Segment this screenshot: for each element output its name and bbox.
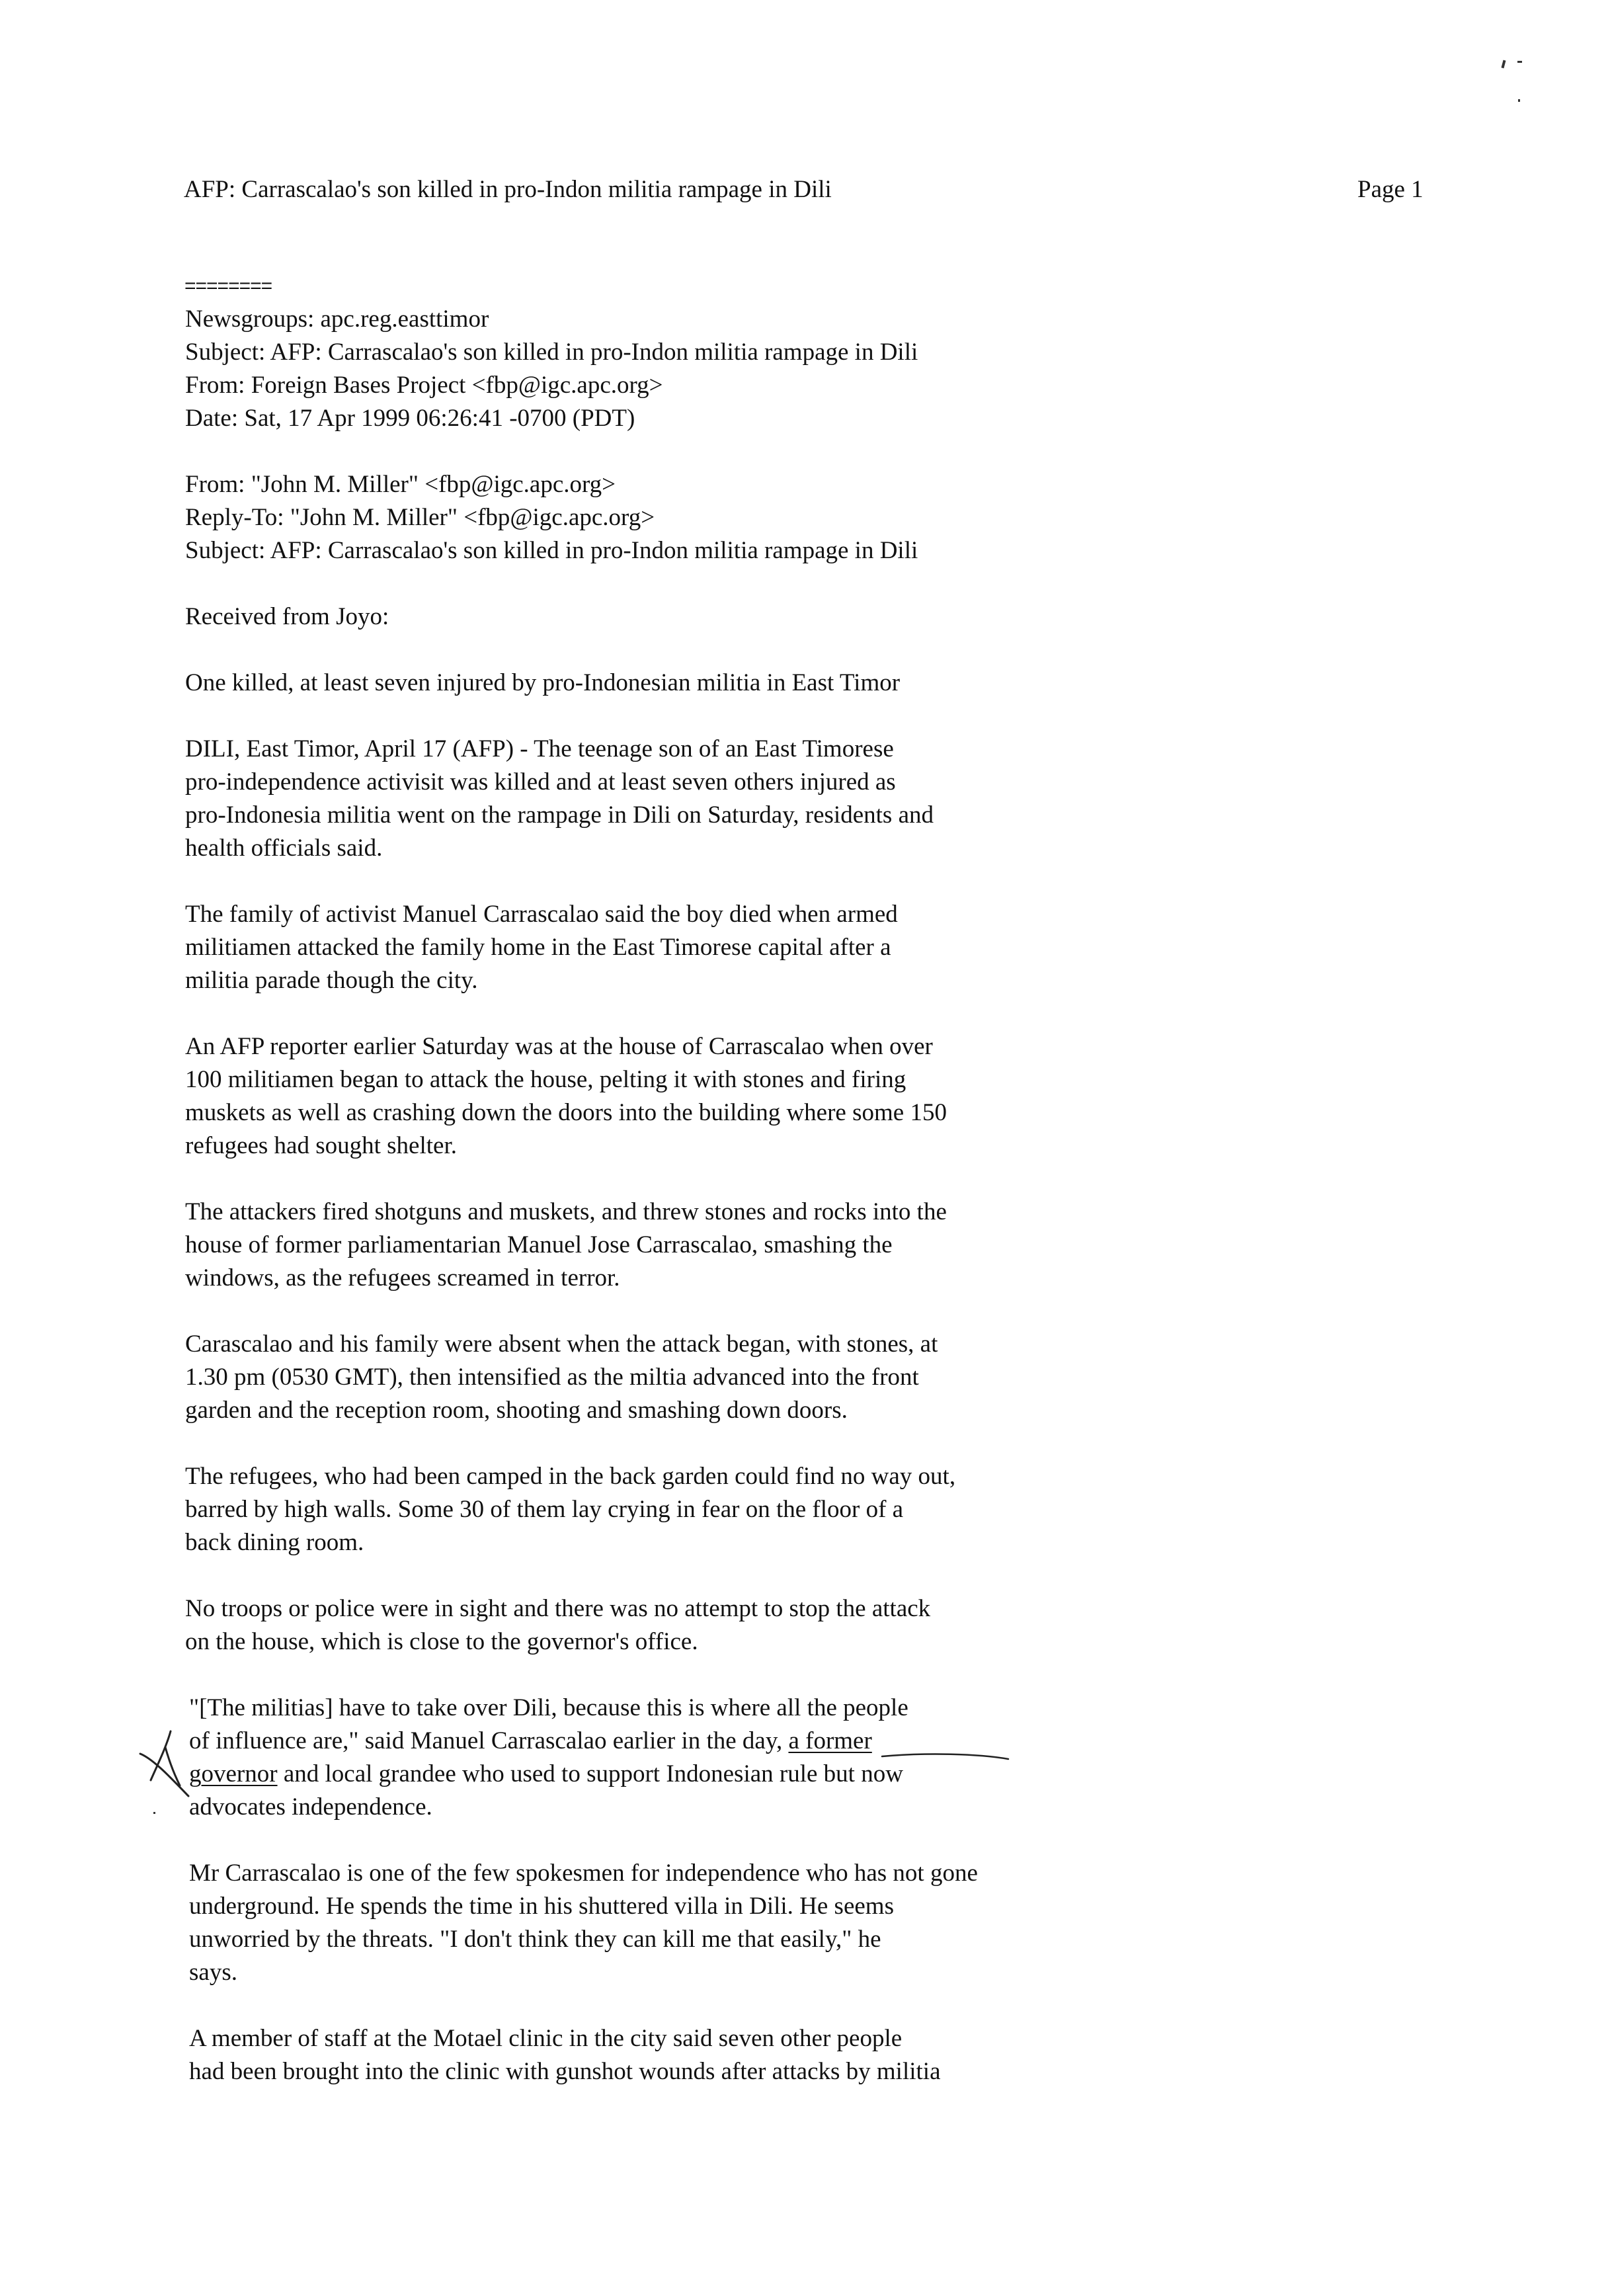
paragraph-line: refugees had sought shelter.	[185, 1132, 457, 1159]
paragraph-line: garden and the reception room, shooting and smashing down doors.	[185, 1397, 848, 1424]
paragraph-line: muskets as well as crashing down the doors into the building where some 150	[185, 1099, 947, 1126]
separator-line: ========	[184, 275, 272, 297]
paragraph-line: An AFP reporter earlier Saturday was at the house of Carrascalao when over	[185, 1033, 933, 1060]
handwritten-x-mark-icon	[140, 1731, 188, 1796]
paragraph-line: says.	[189, 1959, 237, 1986]
forward-header-block	[185, 468, 1111, 567]
subject-line: Subject: AFP: Carrascalao's son killed in pro-Indon militia rampage in Dili	[185, 339, 918, 366]
paragraph-6	[185, 1460, 1111, 1559]
paragraph-9	[185, 1857, 1111, 1989]
headline: One killed, at least seven injured by pro-Indonesian militia in East Timor	[185, 669, 901, 696]
newsgroups-line: Newsgroups: apc.reg.easttimor	[185, 306, 489, 333]
paragraph-5	[185, 1328, 1111, 1427]
paragraph-line: unworried by the threats. "I don't think they can kill me that easily," he	[189, 1926, 881, 1953]
paragraph-line: windows, as the refugees screamed in terror.	[185, 1264, 620, 1292]
paragraph-line: underground. He spends the time in his shuttered villa in Dili. He seems	[189, 1893, 894, 1920]
paragraph-line: health officials said.	[185, 835, 383, 862]
date-line: Date: Sat, 17 Apr 1999 06:26:41 -0700 (PDT)	[185, 405, 635, 432]
forward-from-line: From: "John M. Miller" <fbp@igc.apc.org>	[185, 471, 616, 498]
quote-paragraph	[185, 1692, 1111, 1824]
handwritten-underline-text: a former	[788, 1727, 872, 1754]
paragraph-3	[185, 1030, 1111, 1163]
document-title: AFP: Carrascalao's son killed in pro-Indon militia rampage in Dili	[184, 176, 832, 203]
paragraph-line: A member of staff at the Motael clinic in the city said seven other people	[189, 2025, 903, 2052]
paragraph-2	[185, 898, 1111, 997]
paragraph-4	[185, 1196, 1111, 1295]
paragraph-line: advocates independence.	[189, 1793, 432, 1821]
received-line: Received from Joyo:	[185, 603, 389, 630]
quote-text: and local grandee who used to support Indonesian rule but now	[277, 1760, 903, 1787]
paragraph-line: "[The militias] have to take over Dili, because this is where all the people	[189, 1694, 908, 1721]
paragraph-line: barred by high walls. Some 30 of them lay crying in fear on the floor of a	[185, 1496, 904, 1523]
page-number: Page 1	[1357, 176, 1424, 203]
email-body	[185, 303, 1111, 2088]
paragraph-line: The refugees, who had been camped in the back garden could find no way out,	[185, 1463, 956, 1490]
paragraph-line: Mr Carrascalao is one of the few spokesmen for independence who has not gone	[189, 1860, 978, 1887]
quote-text: of influence are," said Manuel Carrascalao earlier in the day,	[189, 1727, 789, 1754]
paragraph-line	[189, 1725, 1111, 1758]
paragraph-line	[189, 1758, 1111, 1791]
paragraph-line: back dining room.	[185, 1529, 364, 1556]
forward-subject-line: Subject: AFP: Carrascalao's son killed in pro-Indon militia rampage in Dili	[185, 537, 918, 564]
paragraph-line: pro-Indonesia militia went on the rampage in Dili on Saturday, residents and	[185, 801, 934, 829]
paragraph-line: No troops or police were in sight and there was no attempt to stop the attack	[185, 1595, 931, 1622]
forward-reply-to-line: Reply-To: "John M. Miller" <fbp@igc.apc.org>	[185, 504, 655, 531]
paragraph-line: had been brought into the clinic with gunshot wounds after attacks by militia	[189, 2058, 941, 2085]
paragraph-line: militia parade though the city.	[185, 967, 478, 994]
from-line: From: Foreign Bases Project <fbp@igc.apc.org>	[185, 372, 663, 399]
paragraph-line: on the house, which is close to the governor's office.	[185, 1628, 698, 1655]
paragraph-line: militiamen attacked the family home in the East Timorese capital after a	[185, 934, 891, 961]
paragraph-line: pro-independence activisit was killed and at least seven others injured as	[185, 768, 896, 796]
paragraph-1	[185, 733, 1111, 865]
paragraph-line: The attackers fired shotguns and muskets, and threw stones and rocks into the	[185, 1198, 947, 1225]
paragraph-line: house of former parliamentarian Manuel Jose Carrascalao, smashing the	[185, 1231, 893, 1258]
email-header-block	[185, 303, 1111, 435]
paragraph-line: 1.30 pm (0530 GMT), then intensified as the miltia advanced into the front	[185, 1364, 919, 1391]
paragraph-10	[185, 2022, 1111, 2088]
paragraph-line: The family of activist Manuel Carrascalao said the boy died when armed	[185, 901, 898, 928]
paragraph-line: Carascalao and his family were absent when the attack began, with stones, at	[185, 1331, 938, 1358]
handwritten-underline-text: governor	[189, 1760, 278, 1787]
paragraph-line: DILI, East Timor, April 17 (AFP) - The teenage son of an East Timorese	[185, 735, 894, 762]
paragraph-7	[185, 1592, 1111, 1659]
paragraph-line: 100 militiamen began to attack the house, pelting it with stones and firing	[185, 1066, 906, 1093]
